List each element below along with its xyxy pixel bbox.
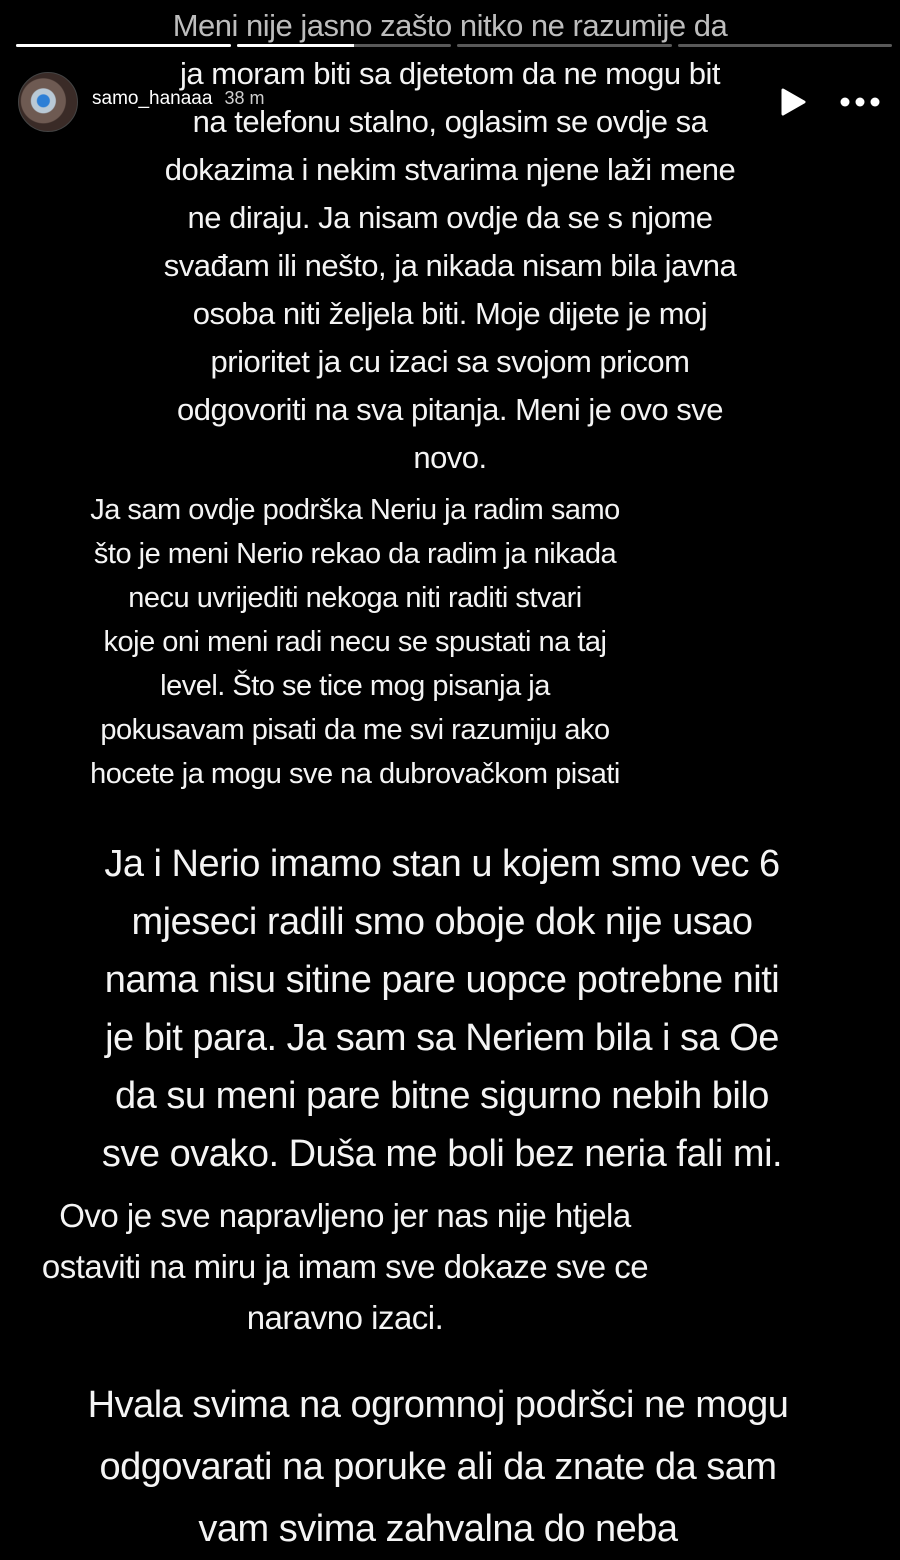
story-line: da su meni pare bitne sigurno nebih bilo [115, 1075, 769, 1117]
story-line: nama nisu sitine pare uopce potrebne niti [104, 959, 780, 1001]
story-text-block-5 [0, 1374, 888, 1560]
story-line: novo. [413, 440, 487, 475]
story-line: sve ovako. Duša me boli bez neria fali mi. [101, 1133, 783, 1175]
story-line: osoba niti željela biti. Moje dijete je moj [192, 296, 708, 331]
story-text-block-2 [0, 488, 805, 796]
story-line: level. Što se tice mog pisanja ja [160, 670, 550, 702]
story-text-block-4 [0, 1190, 795, 1343]
username[interactable]: samo_hanaaa [92, 88, 213, 109]
story-line: odgovoriti na sva pitanja. Meni je ovo sve [177, 392, 723, 427]
story-line: koje oni meni radi necu se spustati na taj [103, 626, 607, 658]
timestamp: 38 m [224, 88, 265, 108]
story-line: što je meni Nerio rekao da radim ja nikada [93, 538, 617, 570]
story-line: dokazima i nekim stvarima njene laži mene [164, 152, 736, 187]
story-line: mjeseci radili smo oboje dok nije usao [131, 901, 753, 943]
avatar[interactable] [18, 72, 78, 132]
story-line: hocete ja mogu sve na dubrovačkom pisati [90, 758, 620, 790]
story-line: vam svima zahvalna do neba [198, 1508, 678, 1550]
story-line: ne diraju. Ja nisam ovdje da se s njome [187, 200, 713, 235]
story-line: odgovarati na poruke ali da znate da sam [99, 1446, 777, 1488]
story-line: Hvala svima na ogromnoj podršci ne mogu [87, 1384, 789, 1426]
story-line: ostaviti na miru ja imam sve dokaze sve ce [41, 1248, 649, 1285]
story-line: Ja sam ovdje podrška Neriu ja radim samo [90, 494, 620, 526]
story-line: ja moram biti sa djetetom da ne mogu bit [180, 56, 720, 91]
story-line: necu uvrijediti nekoga niti raditi stvari [128, 582, 582, 614]
play-icon[interactable] [780, 88, 806, 116]
story-line: Ja i Nerio imamo stan u kojem smo vec 6 [104, 843, 780, 885]
story-line: Meni nije jasno zašto nitko ne razumije da [172, 8, 728, 43]
story-line: je bit para. Ja sam sa Neriem bila i sa Oe [105, 1017, 779, 1059]
story-line: Ovo je sve napravljeno jer nas nije htjela [59, 1197, 631, 1234]
story-header [18, 72, 880, 132]
story-controls [780, 88, 880, 116]
story-line: pokusavam pisati da me svi razumiju ako [100, 714, 610, 746]
story-text-block-3 [0, 835, 892, 1183]
story-line: svađam ili nešto, ja nikada nisam bila javna [163, 248, 737, 283]
story-author [92, 88, 264, 110]
story-line: na telefonu stalno, oglasim se ovdje sa [192, 104, 708, 139]
more-options-icon[interactable] [840, 97, 880, 107]
story-line: naravno izaci. [246, 1299, 444, 1336]
story-line: prioritet ja cu izaci sa svojom pricom [210, 344, 690, 379]
